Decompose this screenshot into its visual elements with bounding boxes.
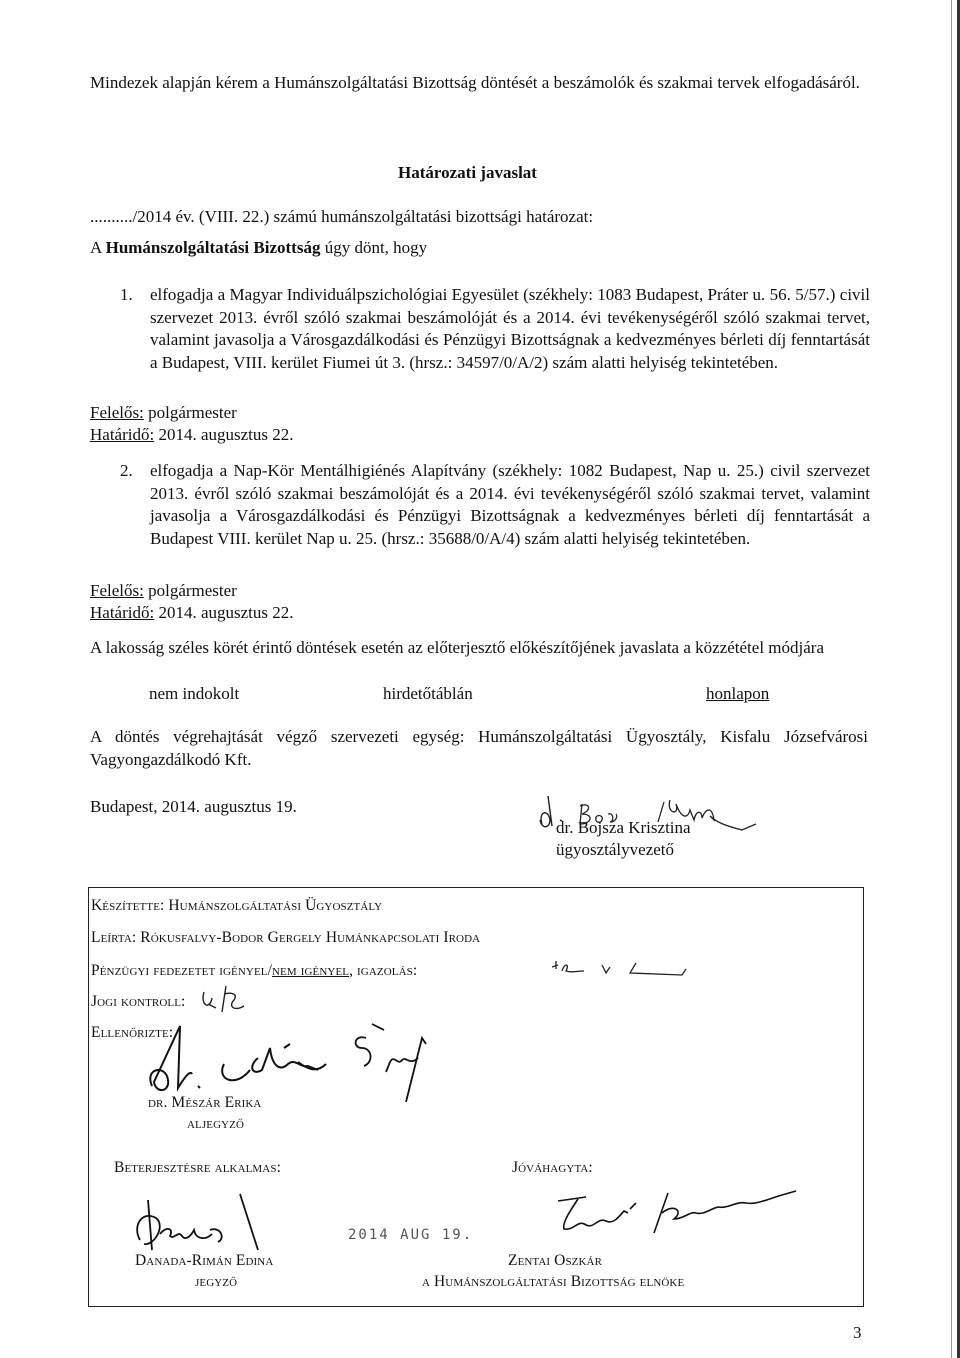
executor-text: A döntés végrehajtását végző szervezeti egység: Humánszolgáltatási Ügyosztály, Kisfalu Józsefvárosi Vagyongazdálkodó Kft. <box>90 727 868 769</box>
page-number: 3 <box>853 1323 862 1342</box>
checker-title: aljegyző <box>187 1115 245 1132</box>
prepared-by: Készítette: Humánszolgáltatási Ügyosztály <box>91 897 383 914</box>
resolution-line: ........../2014 év. (VIII. 22.) számú humánszolgáltatási bizottsági határozat: <box>90 207 594 226</box>
publication-text: A lakosság széles körét érintő döntések esetén az előterjesztő előkészítőjének javaslata a közzététel módjára <box>90 638 824 657</box>
publication-option-not-justified: nem indokolt <box>149 684 240 703</box>
publication-option-website: honlapon <box>706 684 770 703</box>
finance-not-required: nem igényel <box>272 962 350 979</box>
finance-signature <box>548 955 698 981</box>
approve-label: Jóváhagyta: <box>512 1159 593 1176</box>
item-1-text: elfogadja a Magyar Individuálpszichológiai Egyesület (székhely: 1083 Budapest, Práter u. 56. 5/57.) civil szervezet 2013. évről szóló szakmai beszámolóját és a 2014. évi tevékenységéről szóló szakmai tervet, valamint javasolja a Városgazdálkodási és Pénzügyi Bizottságnak a kedvezményes bérleti díj fenntartását a Budapest, VIII. kerület Fiumei út 3. (hrsz.: 34597/0/A/2) szám alatti helyiség tekintetében. <box>150 285 870 372</box>
deadline-label: Határidő: <box>90 425 155 444</box>
item-2-text: elfogadja a Nap-Kör Mentálhigiénés Alapítvány (székhely: 1082 Budapest, Nap u. 25.) civil szervezet 2013. évről szóló szakmai beszámolóját és a 2014. évi tevékenységéről szóló szakmai tervet, valamint javasolja a Városgazdálkodási és Pénzügyi Bizottságnak a kedvezményes bérleti díj fenntartását a Budapest VIII. kerület Nap u. 25. (hrsz.: 35688/0/A/4) szám alatti helyiség tekintetében. <box>150 461 870 548</box>
deadline-value: 2014. augusztus 22. <box>154 425 294 444</box>
item-1-deadline <box>90 424 294 446</box>
submit-label: Beterjesztésre alkalmas: <box>114 1159 281 1176</box>
committee-prefix: A <box>90 238 106 257</box>
date-stamp: 2014 AUG 19. <box>348 1227 474 1243</box>
chair-name: Zentai Oszkár <box>508 1252 603 1269</box>
committee-name: Humánszolgáltatási Bizottság <box>105 238 321 257</box>
item-2-number: 2. <box>120 461 133 480</box>
deadline-value: 2014. augusztus 22. <box>154 603 294 622</box>
signature-danada <box>130 1190 310 1260</box>
responsible-value: polgármester <box>143 403 237 422</box>
finance-suffix: , igazolás: <box>349 962 418 979</box>
intro-paragraph: Mindezek alapján kérem a Humánszolgáltatási Bizottság döntését a beszámolók és szakmai tervek elfogadásáról. <box>90 73 860 92</box>
responsible-label: Felelős: <box>90 403 144 422</box>
chair-title: a Humánszolgáltatási Bizottság elnöke <box>422 1273 685 1290</box>
responsible-value: polgármester <box>143 581 237 600</box>
finance-line <box>91 962 417 980</box>
checked-label: Ellenőrizte: <box>91 1024 174 1041</box>
signature-zentai <box>550 1185 810 1245</box>
deadline-label: Határidő: <box>90 603 155 622</box>
item-1-responsible <box>90 402 237 424</box>
legal-control: Jogi kontroll: <box>91 993 186 1010</box>
written-by: Leírta: Rókusfalvy-Bodor Gergely Humánkapcsolati Iroda <box>91 929 481 946</box>
responsible-label: Felelős: <box>90 581 144 600</box>
finance-prefix: Pénzügyi fedezetet igényel/ <box>91 962 273 979</box>
place-date: Budapest, 2014. augusztus 19. <box>90 797 297 816</box>
notary-name: Danada-Rimán Edina <box>135 1252 274 1269</box>
checker-name: dr. Mészár Erika <box>148 1094 262 1111</box>
item-2-responsible <box>90 580 237 602</box>
notary-title: jegyző <box>195 1273 238 1290</box>
item-2-deadline <box>90 602 294 624</box>
resolution-heading: Határozati javaslat <box>398 163 537 182</box>
committee-line <box>90 237 427 259</box>
scan-edge-inner <box>951 0 952 1358</box>
signer-name: dr. Bojsza Krisztina <box>556 818 691 837</box>
publication-option-noticeboard: hirdetőtáblán <box>383 684 473 703</box>
signer-title: ügyosztályvezető <box>556 840 675 859</box>
committee-suffix: úgy dönt, hogy <box>320 238 428 257</box>
signature-meszar <box>140 1008 440 1108</box>
item-1-number: 1. <box>120 285 133 304</box>
